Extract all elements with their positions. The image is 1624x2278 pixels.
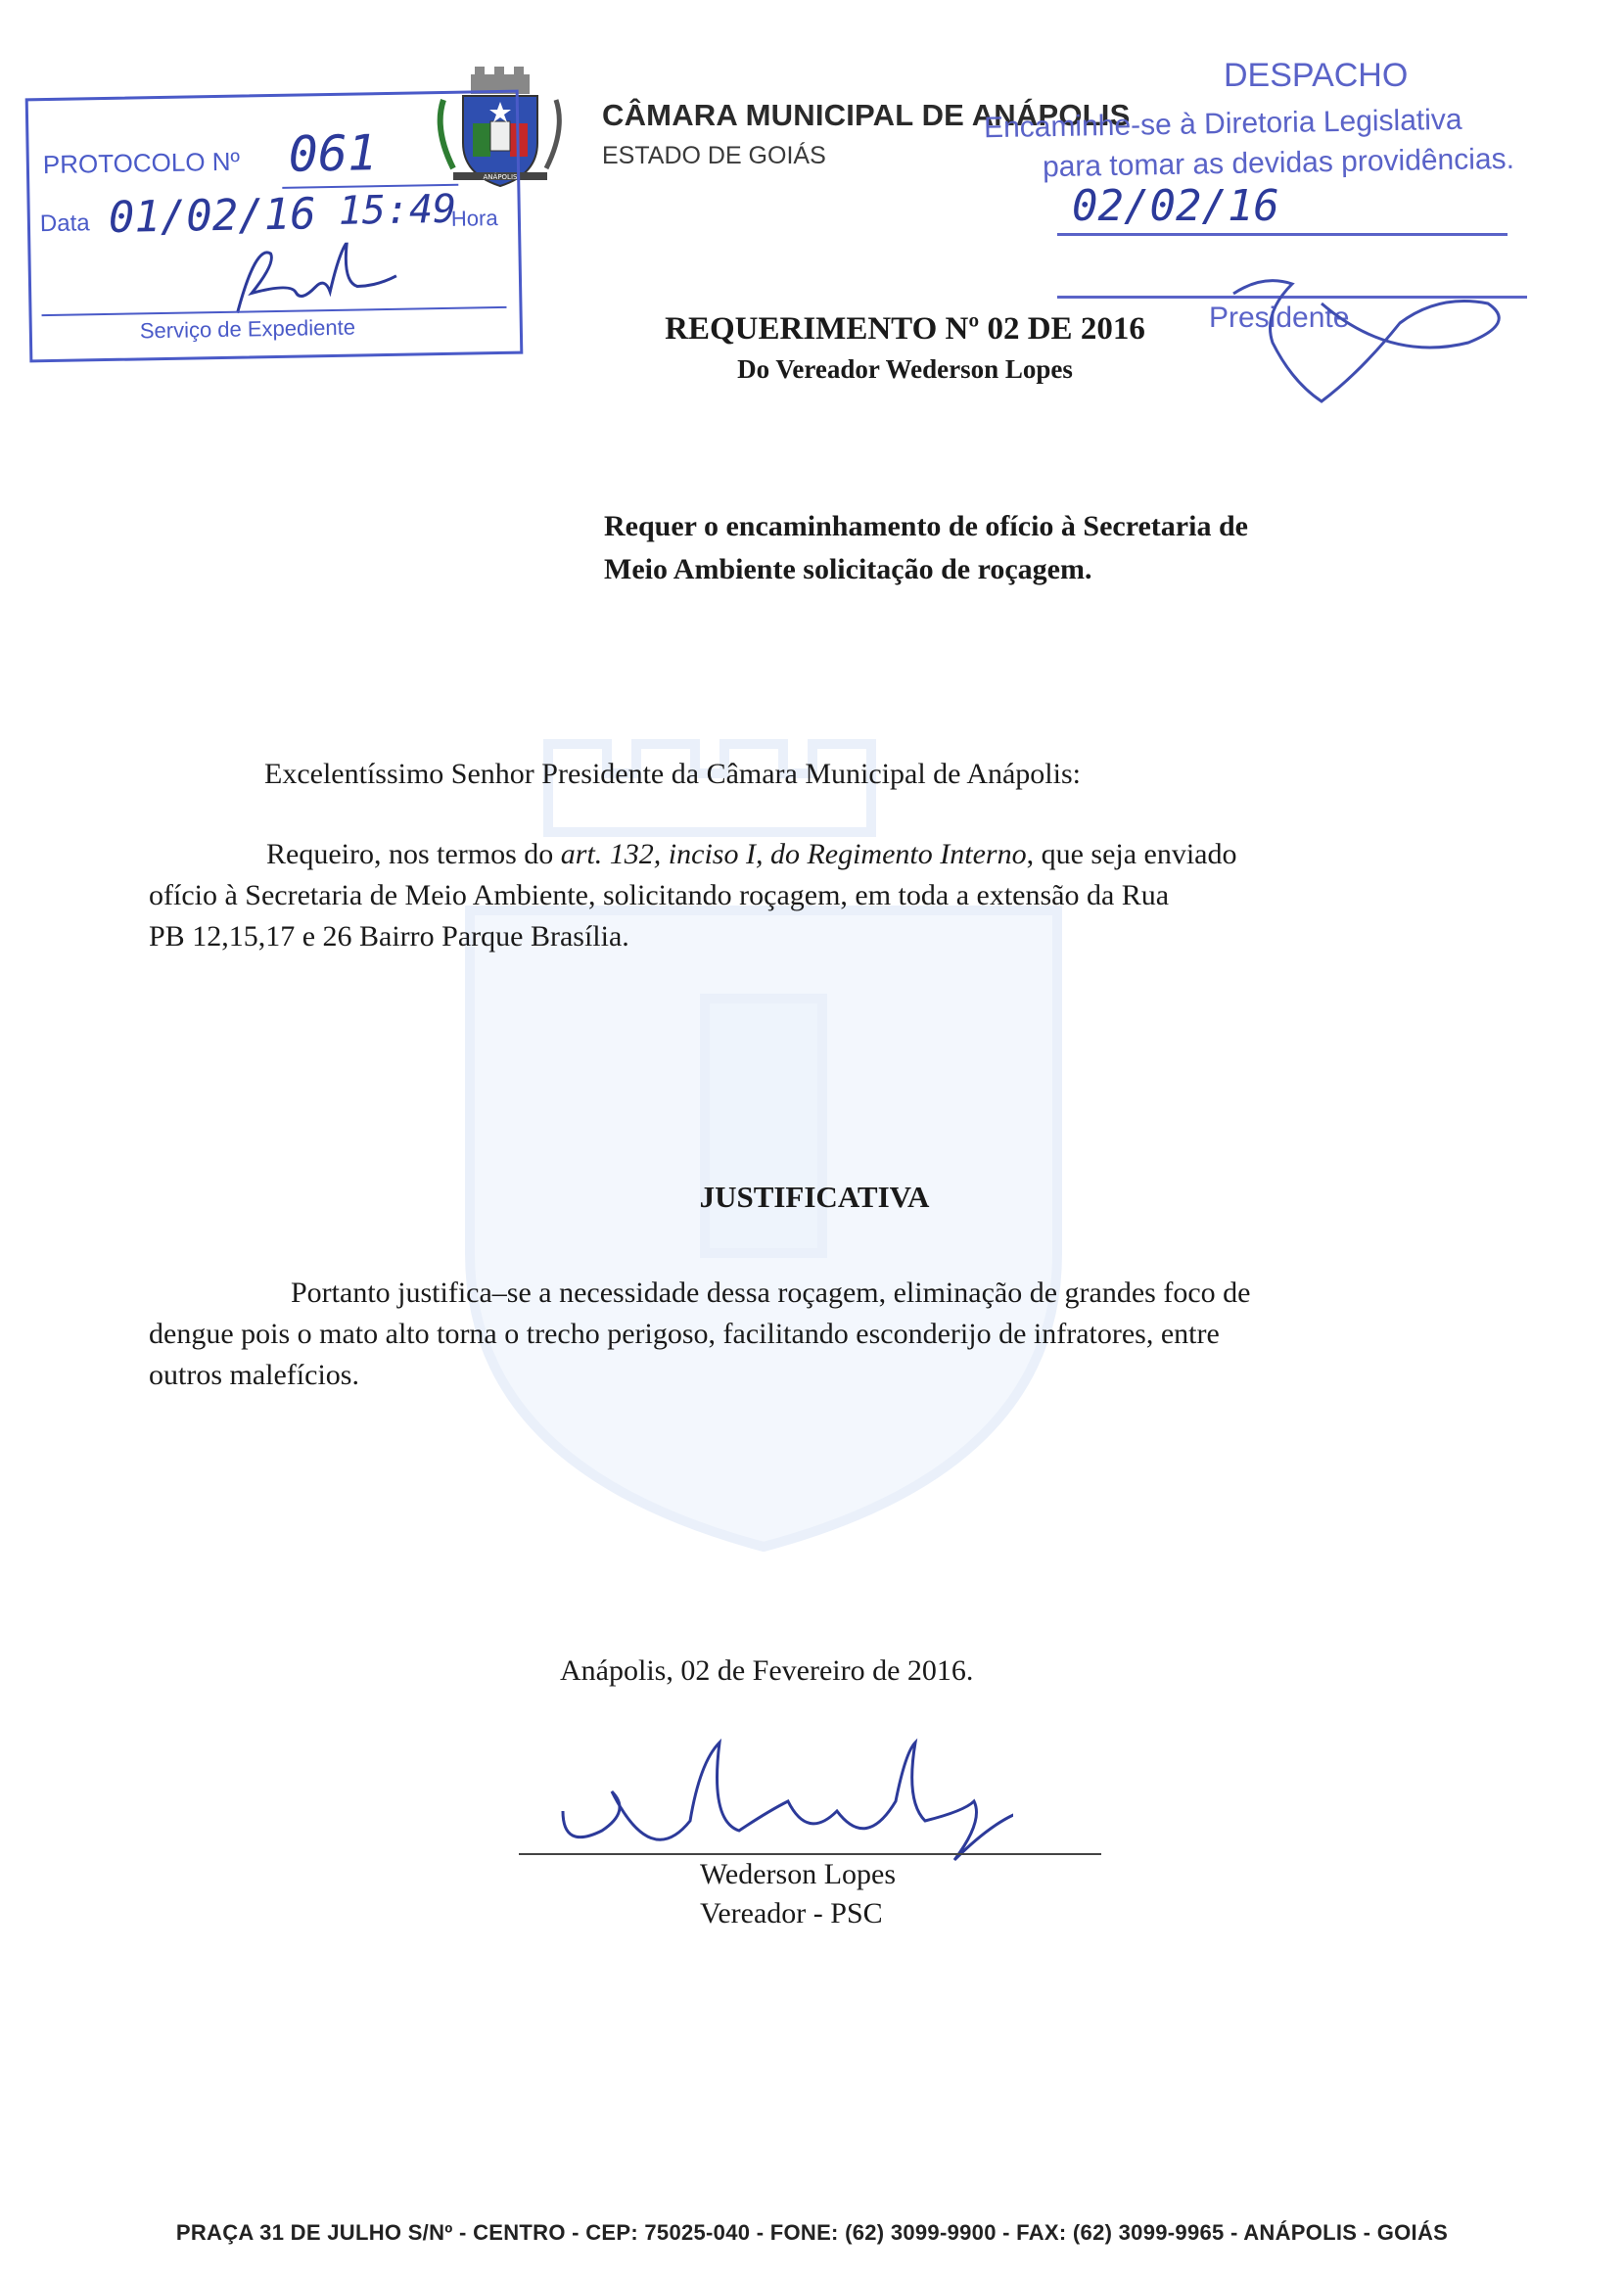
footer-address: PRAÇA 31 DE JULHO S/Nº - CENTRO - CEP: 75025-040 - FONE: (62) 3099-9900 - FAX: (62) 3099-9965 - ANÁPOLIS - GOIÁS [175, 2220, 1449, 2245]
protocol-footer: Serviço de Expediente [139, 314, 356, 344]
request-lead: Requeiro, nos termos do [266, 838, 561, 870]
request-line-2: ofício à Secretaria de Meio Ambiente, solicitando roçagem, em toda a extensão da Rua [149, 879, 1170, 911]
request-rest: , que seja enviado [1026, 838, 1237, 870]
justification-line-2: dengue pois o mato alto torna o trecho perigoso, facilitando esconderijo de infratores, entre [149, 1318, 1220, 1350]
request-citation: art. 132, inciso I, do Regimento Interno [560, 838, 1027, 870]
signer-name: Wederson Lopes [700, 1858, 897, 1890]
salutation: Excelentíssimo Senhor Presidente da Câmara Municipal de Anápolis: [264, 758, 1081, 790]
despacho-line2: para tomar as devidas providências. [1042, 142, 1515, 184]
request-paragraph [149, 834, 1480, 957]
place-date: Anápolis, 02 de Fevereiro de 2016. [560, 1654, 974, 1687]
summary-line-2: Meio Ambiente solicitação de roçagem. [604, 553, 1092, 585]
despacho-role: Presidente [1209, 302, 1350, 334]
chamber-name: CÂMARA MUNICIPAL DE ANÁPOLIS [602, 98, 1131, 132]
justification-line-3: outros malefícios. [149, 1359, 359, 1391]
justification-title: JUSTIFICATIVA [699, 1180, 930, 1214]
despacho-line1: Encaminhe-se à Diretoria Legislativa [983, 103, 1462, 145]
request-line-3: PB 12,15,17 e 26 Bairro Parque Brasília. [149, 920, 629, 953]
summary-line-1: Requer o encaminhamento de ofício à Secretaria de [604, 510, 1248, 542]
despacho-date: 02/02/16 [1072, 181, 1279, 231]
signature-line [519, 1853, 1101, 1855]
protocol-time-label: Hora [450, 206, 498, 231]
despacho-title: DESPACHO [1224, 57, 1409, 94]
protocol-time: 15:49 [338, 186, 457, 234]
state-name: ESTADO DE GOIÁS [602, 142, 826, 169]
justification-paragraph [149, 1273, 1480, 1396]
protocol-date: 01/02/16 [108, 189, 317, 243]
protocol-label: PROTOCOLO Nº [42, 146, 241, 180]
crest-ribbon-text: ANÁPOLIS [483, 173, 518, 181]
justification-line-1: Portanto justifica–se a necessidade dessa roçagem, eliminação de grandes foco de [291, 1277, 1251, 1309]
signer-role: Vereador - PSC [700, 1897, 883, 1929]
protocol-number: 061 [288, 124, 378, 183]
protocol-date-label: Data [39, 209, 90, 238]
document-summary [604, 505, 1407, 591]
document-title: REQUERIMENTO Nº 02 DE 2016 [665, 311, 1145, 347]
document-author-line: Do Vereador Wederson Lopes [737, 354, 1073, 384]
